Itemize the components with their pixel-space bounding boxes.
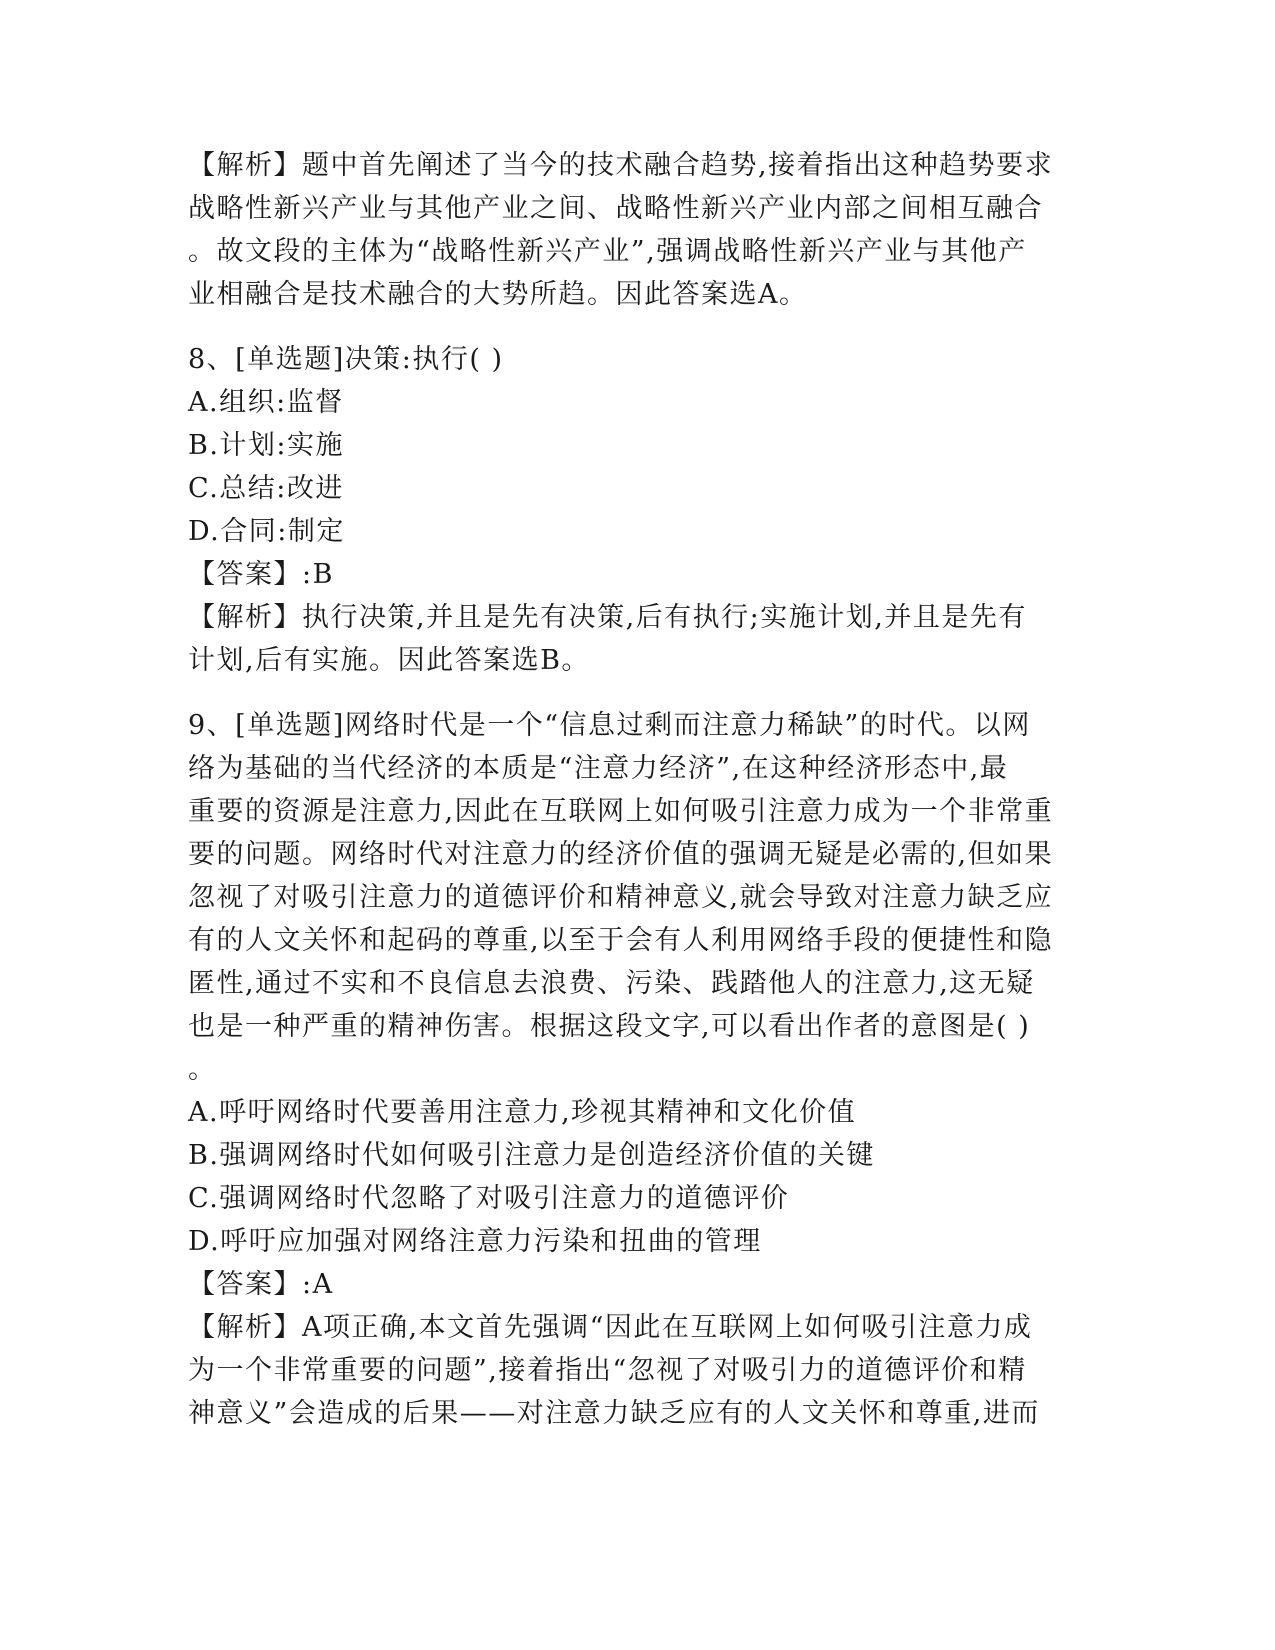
- question-stem-line: 要的问题。网络时代对注意力的经济价值的强调无疑是必需的,但如果: [188, 839, 1054, 870]
- question-stem-line: 忽视了对吸引注意力的道德评价和精神意义,就会导致对注意力缺乏应: [188, 882, 1054, 913]
- question-stem-line: 9、[单选题]网络时代是一个“信息过剩而注意力稀缺”的时代。以网: [188, 710, 1031, 741]
- answer-line: 【答案】:B: [188, 559, 334, 590]
- option-d: D.呼吁应加强对网络注意力污染和扭曲的管理: [188, 1226, 762, 1257]
- question-stem-line: 匿性,通过不实和不良信息去浪费、污染、践踏他人的注意力,这无疑: [188, 968, 1035, 999]
- analysis-line: 【解析】A项正确,本文首先强调“因此在互联网上如何吸引注意力成: [188, 1312, 1033, 1343]
- spacer: [188, 682, 1078, 704]
- question-stem-line: 重要的资源是注意力,因此在互联网上如何吸引注意力成为一个非常重: [188, 796, 1054, 827]
- question-8: [188, 338, 1078, 682]
- question-9: [188, 704, 1078, 1435]
- analysis-line: 业相融合是技术融合的大势所趋。因此答案选A。: [188, 279, 808, 310]
- analysis-line: 为一个非常重要的问题”,接着指出“忽视了对吸引力的道德评价和精: [188, 1355, 1027, 1386]
- option-b: B.强调网络时代如何吸引注意力是创造经济价值的关键: [188, 1140, 875, 1171]
- question-stem: 8、[单选题]决策:执行( ): [188, 344, 504, 375]
- q7-analysis: [188, 144, 1078, 316]
- question-stem-line: 。: [188, 1054, 217, 1085]
- analysis-line: 神意义”会造成的后果——对注意力缺乏应有的人文关怀和尊重,进而: [188, 1398, 1040, 1429]
- answer-line: 【答案】:A: [188, 1269, 334, 1300]
- option-a: A.呼吁网络时代要善用注意力,珍视其精神和文化价值: [188, 1097, 857, 1128]
- option-c: C.强调网络时代忽略了对吸引注意力的道德评价: [188, 1183, 790, 1214]
- analysis-line: 计划,后有实施。因此答案选B。: [188, 645, 590, 676]
- analysis-line: 【解析】题中首先阐述了当今的技术融合趋势,接着指出这种趋势要求: [188, 150, 1054, 181]
- analysis-line: 战略性新兴产业与其他产业之间、战略性新兴产业内部之间相互融合: [188, 193, 1043, 224]
- question-stem-line: 也是一种严重的精神伤害。根据这段文字,可以看出作者的意图是( ): [188, 1011, 1031, 1042]
- option-a: A.组织:监督: [188, 387, 344, 418]
- option-c: C.总结:改进: [188, 473, 344, 504]
- question-stem-line: 络为基础的当代经济的本质是“注意力经济”,在这种经济形态中,最: [188, 753, 1009, 784]
- option-d: D.合同:制定: [188, 516, 345, 547]
- analysis-line: 。故文段的主体为“战略性新兴产业”,强调战略性新兴产业与其他产: [188, 236, 1027, 267]
- question-stem-line: 有的人文关怀和起码的尊重,以至于会有人利用网络手段的便捷性和隐: [188, 925, 1054, 956]
- page-content: [188, 144, 1078, 1435]
- analysis-line: 【解析】执行决策,并且是先有决策,后有执行;实施计划,并且是先有: [188, 602, 1027, 633]
- option-b: B.计划:实施: [188, 430, 345, 461]
- spacer: [188, 316, 1078, 338]
